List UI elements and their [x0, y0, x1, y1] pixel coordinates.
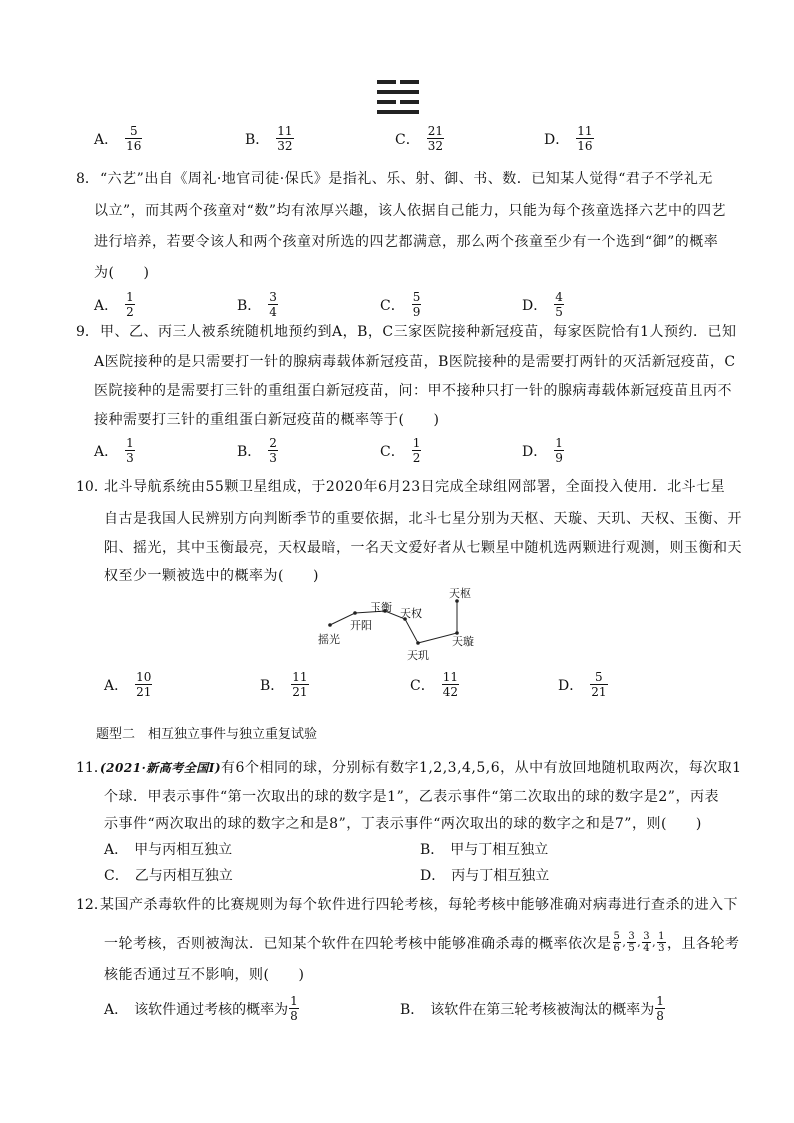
q8-line: 进行培养，若要令该人和两个孩童对所选的四艺都满意，那么两个孩童至少有一个选到“御”的概率 — [94, 234, 719, 250]
q7-option-a[interactable]: A． $\frac{5}{16}$ — [94, 124, 142, 153]
q8-option-c[interactable]: C． $\frac{5}{9}$ — [380, 290, 421, 319]
header-logo — [377, 78, 419, 120]
q7-option-d[interactable]: D． $\frac{11}{16}$ — [544, 124, 593, 153]
q7-option-b[interactable]: B． $\frac{11}{32}$ — [245, 124, 293, 153]
q8-line: “六艺”出自《周礼·地官司徒·保氏》是指礼、乐、射、御、书、数．已知某人觉得“君子不学礼无 — [100, 171, 713, 187]
q11-option-a[interactable]: A． 甲与丙相互独立 — [104, 842, 233, 858]
q10-option-d[interactable]: D． $\frac{5}{21}$ — [558, 670, 607, 699]
q9-line: 甲、乙、丙三人被系统随机地预约到A，B，C三家医院接种新冠疫苗，每家医院恰有1人预约．已知 — [100, 324, 737, 340]
q10-line: 阳、摇光，其中玉衡最亮，天权最暗，一名天文爱好者从七颗星中随机选两颗进行观测，则玉衡和天 — [104, 540, 742, 556]
q12-option-a[interactable]: A． 该软件通过考核的概率为 $\frac{1}{8}$ — [104, 994, 298, 1023]
q10-option-c[interactable]: C． $\frac{11}{42}$ — [410, 670, 458, 699]
q9-option-a[interactable]: A． $\frac{1}{3}$ — [94, 436, 134, 465]
q9-number: 9． — [76, 324, 99, 340]
trigram-logo-icon — [377, 78, 419, 120]
q11-option-b[interactable]: B． 甲与丁相互独立 — [420, 842, 549, 858]
q10-line: 权至少一颗被选中的概率为( ) — [104, 568, 319, 584]
star-label: 天璇 — [452, 635, 474, 648]
star-label: 天玑 — [407, 649, 429, 662]
q10-line: 北斗导航系统由55颗卫星组成，于2020年6月23日完成全球组网部署，全面投入使用．北斗七星 — [104, 479, 726, 495]
q8-line: 为( ) — [94, 265, 150, 281]
q9-line: 接种需要打三针的重组蛋白新冠疫苗的概率等于( ) — [94, 412, 440, 428]
q12-line: 某国产杀毒软件的比赛规则为每个软件进行四轮考核，每轮考核中能够准确对病毒进行查杀的进入下 — [100, 897, 738, 913]
q12-option-b[interactable]: B． 该软件在第三轮考核被淘汰的概率为 $\frac{1}{8}$ — [400, 994, 664, 1023]
q11-first-line: (2021·新高考全国Ⅰ)有6个相同的球，分别标有数字1,2,3,4,5,6，从中有放回地随机取两次，每次取1 — [100, 760, 742, 776]
q12-probabilities: $\frac{5}{6}$ , $\frac{3}{5}$ , $\frac{3}{4}$ , $\frac{1}{3}$ — [613, 931, 665, 954]
star-label: 天枢 — [449, 587, 471, 600]
q10-line: 自古是我国人民辨别方向判断季节的重要依据，北斗七星分别为天枢、天璇、天玑、天权、玉衡、开 — [104, 511, 742, 527]
q8-line: 以立”，而其两个孩童对“数”均有浓厚兴趣，该人依据自己能力，只能为每个孩童选择六艺中的四艺 — [94, 203, 726, 219]
q7-option-c[interactable]: C． $\frac{21}{32}$ — [395, 124, 443, 153]
q9-line: 医院接种的是需要打三针的重组蛋白新冠疫苗，问：甲不接种只打一针的腺病毒载体新冠疫苗且丙不 — [94, 383, 732, 399]
star-label: 开阳 — [350, 619, 372, 632]
q11-number: 11． — [76, 760, 108, 776]
q9-line: A医院接种的是只需要打一针的腺病毒载体新冠疫苗，B医院接种的是需要打两针的灭活新冠疫苗，C — [94, 354, 736, 370]
q12-number: 12． — [76, 897, 108, 913]
q8-option-a[interactable]: A． $\frac{1}{2}$ — [94, 290, 134, 319]
q12-line-2: 一轮考核，否则被淘汰．已知某个软件在四轮考核中能够准确杀毒的概率依次是 $\frac{5}{6}$ , $\frac{3}{5}$ , $\frac{3}{4}$ , $\frac{1}{3}$ ，且各轮考 — [104, 931, 740, 954]
star-kaiyang — [353, 611, 357, 615]
q11-line: 个球．甲表示事件“第一次取出的球的数字是1”，乙表示事件“第二次取出的球的数字是2”，丙表 — [104, 789, 719, 805]
q11-option-d[interactable]: D． 丙与丁相互独立 — [420, 868, 550, 884]
q9-option-b[interactable]: B． $\frac{2}{3}$ — [237, 436, 277, 465]
q11-option-c[interactable]: C． 乙与丙相互独立 — [104, 868, 233, 884]
q12-line: 核能否通过互不影响，则( ) — [104, 967, 305, 983]
q10-option-a[interactable]: A． $\frac{10}{21}$ — [104, 670, 152, 699]
star-label: 天权 — [400, 607, 422, 620]
star-yaoguang — [328, 623, 332, 627]
q10-number: 10． — [76, 479, 108, 495]
q8-option-d[interactable]: D． $\frac{4}{5}$ — [522, 290, 563, 319]
q9-option-d[interactable]: D． $\frac{1}{9}$ — [522, 436, 563, 465]
star-label: 摇光 — [318, 633, 340, 646]
q9-option-c[interactable]: C． $\frac{1}{2}$ — [380, 436, 421, 465]
q11-line: 示事件“两次取出的球的数字之和是8”，丁表示事件“两次取出的球的数字之和是7”，则( ) — [104, 816, 702, 832]
section-heading: 题型二 相互独立事件与独立重复试验 — [96, 727, 318, 742]
star-tianji — [416, 641, 420, 645]
q8-number: 8． — [76, 171, 99, 187]
q10-option-b[interactable]: B． $\frac{11}{21}$ — [260, 670, 308, 699]
q11-source: (2021·新高考全国Ⅰ) — [100, 761, 222, 775]
q8-option-b[interactable]: B． $\frac{3}{4}$ — [237, 290, 277, 319]
star-label: 玉衡 — [370, 601, 392, 614]
big-dipper-diagram — [310, 585, 490, 665]
